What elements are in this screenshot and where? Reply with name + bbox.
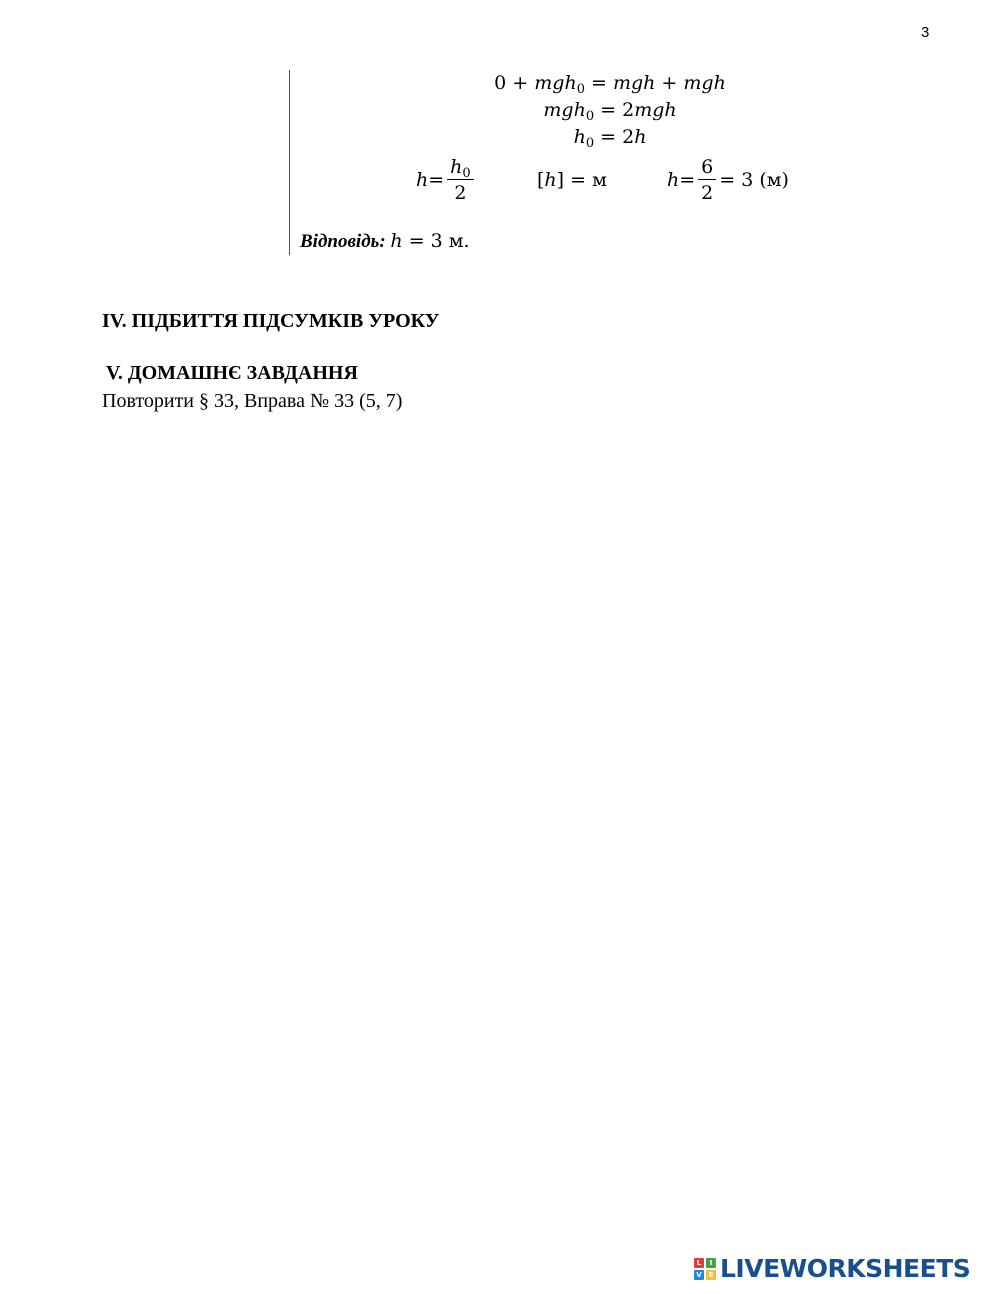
liveworksheets-logo[interactable] — [694, 1254, 970, 1283]
formula-row — [290, 150, 850, 210]
formula2-numerator: 6 — [698, 155, 716, 180]
answer-label: Відповідь: — [300, 231, 386, 252]
units-var: h — [544, 169, 557, 191]
eq1-term-d: mgh — [612, 72, 656, 94]
formula2-denominator: 2 — [701, 181, 714, 204]
formula1-fraction — [447, 155, 474, 206]
eq1-term-f: mgh — [683, 72, 726, 94]
formula2-fraction — [698, 155, 716, 206]
eq1-term-a: 0 + — [494, 72, 535, 94]
logo-letter-v: V — [694, 1270, 704, 1280]
eq3-equals: = 2 — [594, 126, 635, 148]
homework-text: Повторити § 33, Вправа № 33 (5, 7) — [102, 390, 403, 412]
eq3-sub: 0 — [585, 136, 595, 151]
eq2-term-a: mgh — [543, 99, 586, 121]
eq1-term-b: mgh — [534, 72, 577, 94]
solution-block — [289, 70, 850, 255]
answer-value: = 3 м. — [402, 230, 470, 252]
formula1-denominator: 2 — [454, 181, 467, 204]
equation-simplified — [310, 97, 910, 123]
formula1-equals: = — [428, 169, 445, 191]
equation-height-relation — [310, 124, 910, 150]
eq2-term-c: mgh — [634, 99, 677, 121]
formula1-lhs: h — [416, 169, 429, 191]
answer-line — [300, 230, 470, 253]
formula-result — [667, 150, 789, 210]
section-5-heading: V. ДОМАШНЄ ЗАВДАННЯ — [106, 362, 358, 384]
formula2-equals: = — [679, 169, 696, 191]
eq2-equals: = 2 — [594, 99, 635, 121]
units-open: [ — [537, 169, 545, 191]
eq3-term-c: h — [634, 126, 647, 148]
answer-var: h — [390, 230, 403, 252]
units-close: ] = м — [556, 169, 607, 191]
eq1-sub: 0 — [576, 82, 585, 97]
formula2-lhs: h — [667, 169, 680, 191]
formula-units — [537, 150, 607, 210]
formula1-numerator-sub: 0 — [462, 165, 471, 181]
logo-letter-e: E — [706, 1270, 716, 1280]
logo-icon — [694, 1258, 716, 1280]
eq2-sub: 0 — [585, 109, 595, 124]
logo-text: LIVEWORKSHEETS — [720, 1254, 971, 1283]
logo-letter-i: I — [706, 1258, 716, 1268]
formula2-result: = 3 (м) — [719, 169, 789, 191]
formula1-numerator: h — [450, 155, 463, 178]
section-4-heading: IV. ПІДБИТТЯ ПІДСУМКІВ УРОКУ — [102, 310, 440, 332]
eq3-term-a: h — [573, 126, 586, 148]
eq1-equals: = — [584, 72, 613, 94]
page-number: 3 — [921, 24, 930, 41]
equation-energy-conservation — [310, 70, 910, 96]
logo-letter-l: L — [694, 1258, 704, 1268]
formula-height — [416, 150, 477, 210]
eq1-plus: + — [655, 72, 684, 94]
